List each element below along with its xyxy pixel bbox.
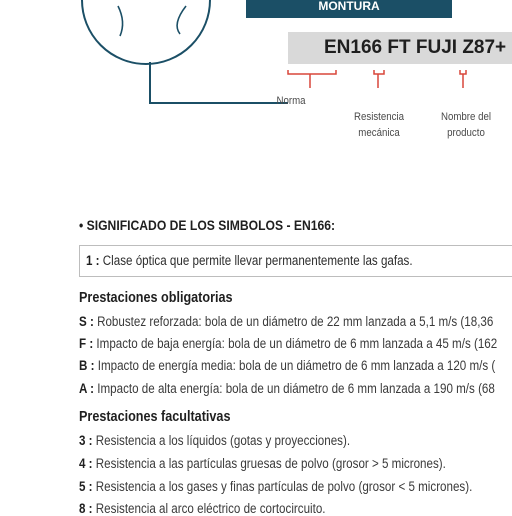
marking-code-bar	[288, 32, 512, 64]
optical-class-code: 1 :	[86, 253, 100, 268]
lens-outline	[82, 0, 210, 64]
list-item-4: 4 : Resistencia a las partículas gruesas de polvo (grosor > 5 micrones).	[79, 456, 446, 471]
optical-class-text: Clase óptica que permite llevar permanentemente las gafas.	[102, 253, 413, 268]
marking-code: EN166 FT FUJI Z87+	[324, 37, 507, 58]
list-item-a: A : Impacto de alta energía: bola de un diámetro de 6 mm lanzada a 190 m/s (68	[79, 381, 495, 396]
callout-norma: Norma	[276, 95, 306, 107]
callout-mecanica-line	[374, 70, 384, 74]
list-item-b: B : Impacto de energía media: bola de un diámetro de 6 mm lanzada a 120 m/s (	[79, 358, 496, 373]
mandatory-title: Prestaciones obligatorias	[79, 290, 233, 306]
list-item-f: F : Impacto de baja energía: bola de un diámetro de 6 mm lanzada a 45 m/s (162	[79, 336, 498, 351]
callout-resistencia-mecanica: Resistencia mecánica	[353, 111, 405, 139]
frame-label: MONTURA	[318, 0, 380, 13]
lens-inner-left	[118, 6, 123, 36]
symbols-section-title: • SIGNIFICADO DE LOS SIMBOLOS - EN166:	[79, 218, 336, 233]
callout-nombre-producto: Nombre del producto	[440, 111, 492, 139]
list-item-5: 5 : Resistencia a los gases y finas partículas de polvo (grosor < 5 micrones).	[79, 479, 473, 494]
callout-producto-line	[460, 70, 466, 74]
list-item-3: 3 : Resistencia a los líquidos (gotas y proyecciones).	[79, 433, 351, 448]
optional-title: Prestaciones facultativas	[79, 409, 231, 425]
list-item-8: 8 : Resistencia al arco eléctrico de cortocircuito.	[79, 501, 326, 516]
connector-line	[150, 62, 288, 103]
optical-class-box	[79, 245, 512, 277]
list-item-s: S : Robustez reforzada: bola de un diámetro de 22 mm lanzada a 5,1 m/s (18,36	[79, 314, 494, 329]
lens-inner-right	[177, 6, 186, 34]
optical-class-row	[86, 253, 413, 268]
frame-label-banner	[246, 0, 452, 18]
callout-norma-line	[288, 70, 336, 74]
